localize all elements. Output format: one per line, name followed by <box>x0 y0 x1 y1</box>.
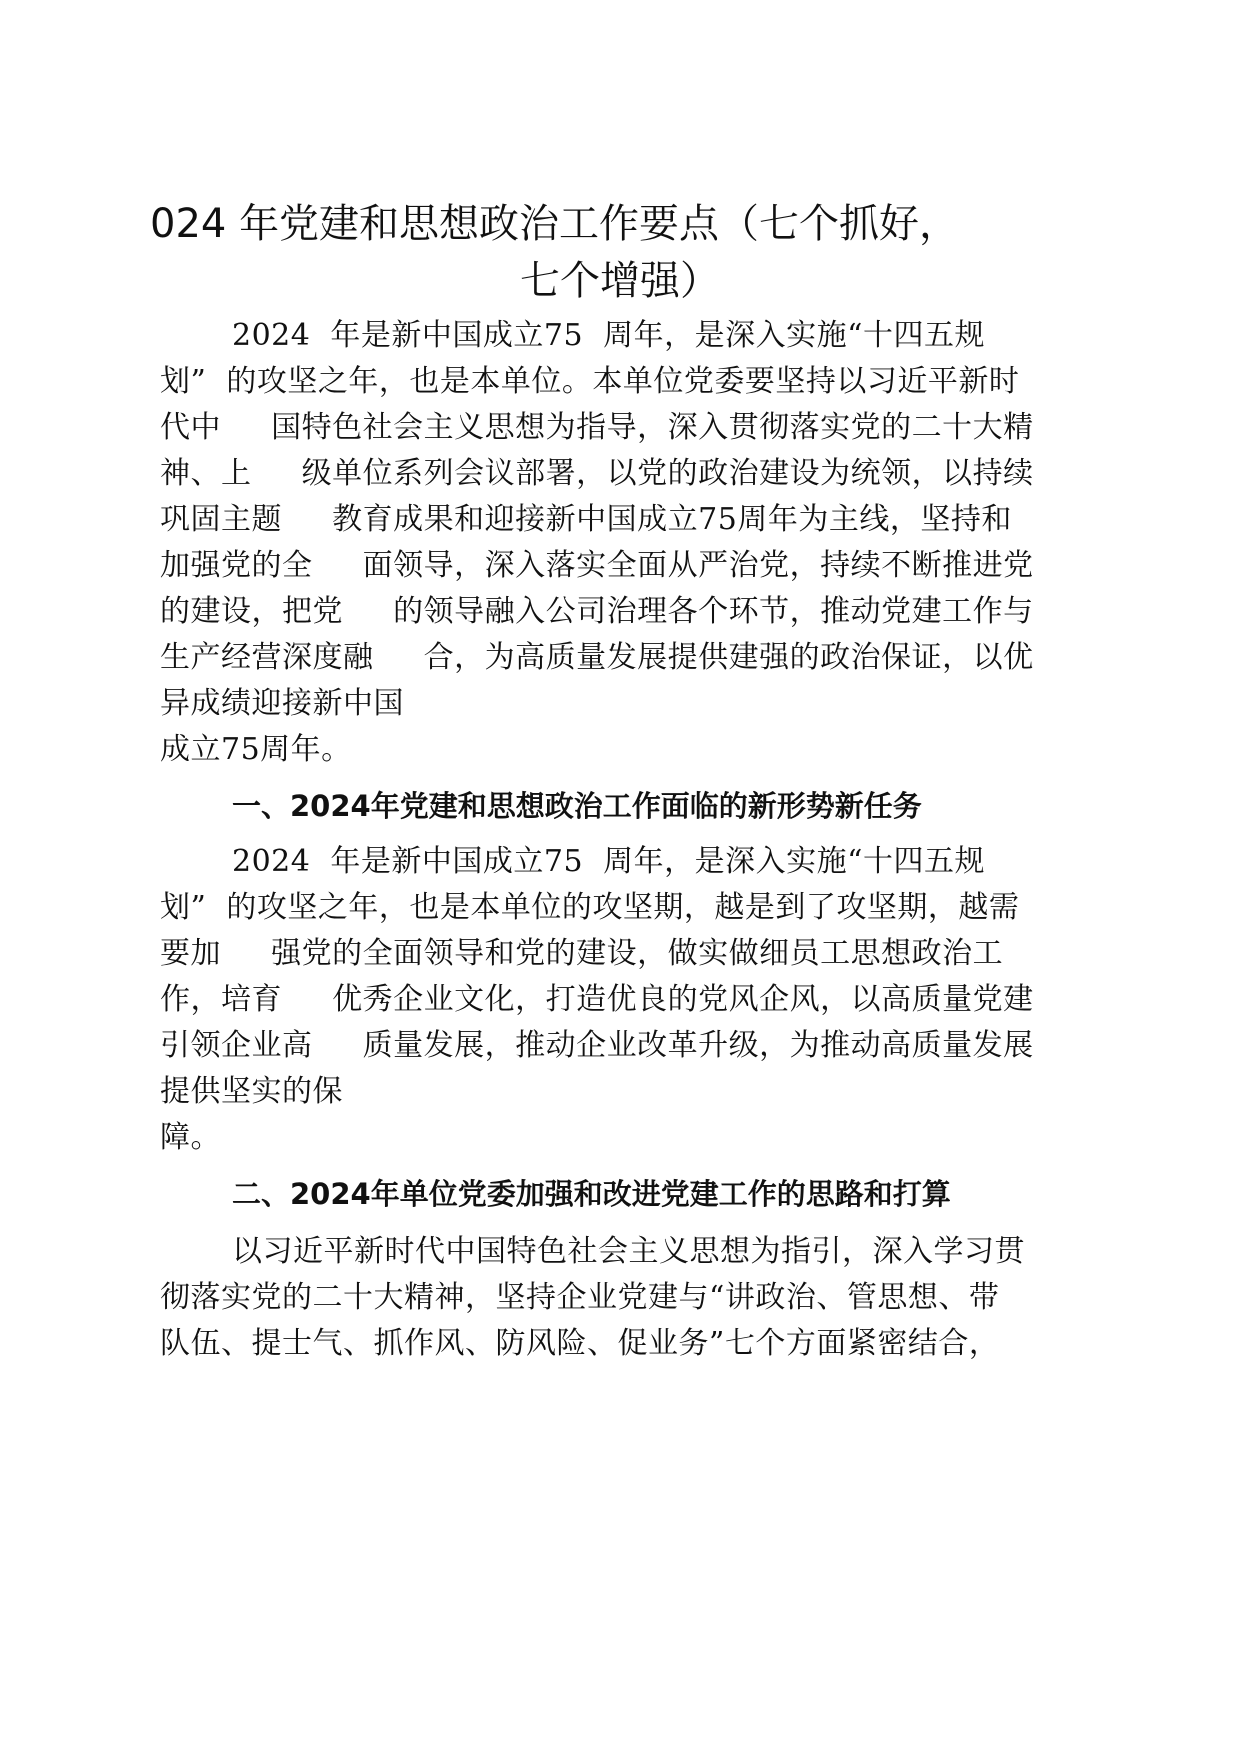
document-title-line-2: 七个增强） <box>520 258 720 304</box>
paragraph-2-line: 划” 的攻坚之年，也是本单位的攻坚期，越是到了攻坚期，越需 <box>160 890 1020 925</box>
paragraph-2-line: 障。 <box>160 1120 221 1155</box>
paragraph-3-line: 以习近平新时代中国特色社会主义思想为指引，深入学习贯 <box>232 1234 1025 1269</box>
section-heading-1: 一、2024年党建和思想政治工作面临的新形势新任务 <box>232 789 922 823</box>
paragraph-1-line: 2024 年是新中国成立75 周年，是深入实施“十四五规 <box>232 318 986 353</box>
paragraph-1-line: 巩固主题 教育成果和迎接新中国成立75周年为主线，坚持和 <box>160 502 1012 537</box>
paragraph-3-line: 队伍、提士气、抓作风、防风险、促业务”七个方面紧密结合， <box>160 1326 1000 1361</box>
section-heading-2: 二、2024年单位党委加强和改进党建工作的思路和打算 <box>232 1177 951 1211</box>
paragraph-1-line: 生产经营深度融 合，为高质量发展提供建强的政治保证，以优 <box>160 640 1034 675</box>
paragraph-1-line: 神、上 级单位系列会议部署，以党的政治建设为统领，以持续 <box>160 456 1034 491</box>
paragraph-1-line: 划” 的攻坚之年，也是本单位。本单位党委要坚持以习近平新时 <box>160 364 1020 399</box>
paragraph-2-line: 作，培育 优秀企业文化，打造优良的党风企风，以高质量党建 <box>160 982 1034 1017</box>
document-title-line-1: 024 年党建和思想政治工作要点（七个抓好， <box>150 201 960 247</box>
paragraph-2-line: 引领企业高 质量发展，推动企业改革升级，为推动高质量发展 <box>160 1028 1034 1063</box>
paragraph-1-line: 成立75周年。 <box>160 732 352 767</box>
paragraph-1-line: 加强党的全 面领导，深入落实全面从严治党，持续不断推进党 <box>160 548 1034 583</box>
paragraph-2-line: 要加 强党的全面领导和党的建设，做实做细员工思想政治工 <box>160 936 1004 971</box>
paragraph-1-line: 异成绩迎接新中国 <box>160 686 404 721</box>
paragraph-2-line: 2024 年是新中国成立75 周年，是深入实施“十四五规 <box>232 844 986 879</box>
paragraph-2-line: 提供坚实的保 <box>160 1074 343 1109</box>
paragraph-1-line: 代中 国特色社会主义思想为指导，深入贯彻落实党的二十大精 <box>160 410 1034 445</box>
paragraph-3-line: 彻落实党的二十大精神，坚持企业党建与“讲政治、管思想、带 <box>160 1280 1000 1315</box>
paragraph-1-line: 的建设，把党 的领导融入公司治理各个环节，推动党建工作与 <box>160 594 1034 629</box>
